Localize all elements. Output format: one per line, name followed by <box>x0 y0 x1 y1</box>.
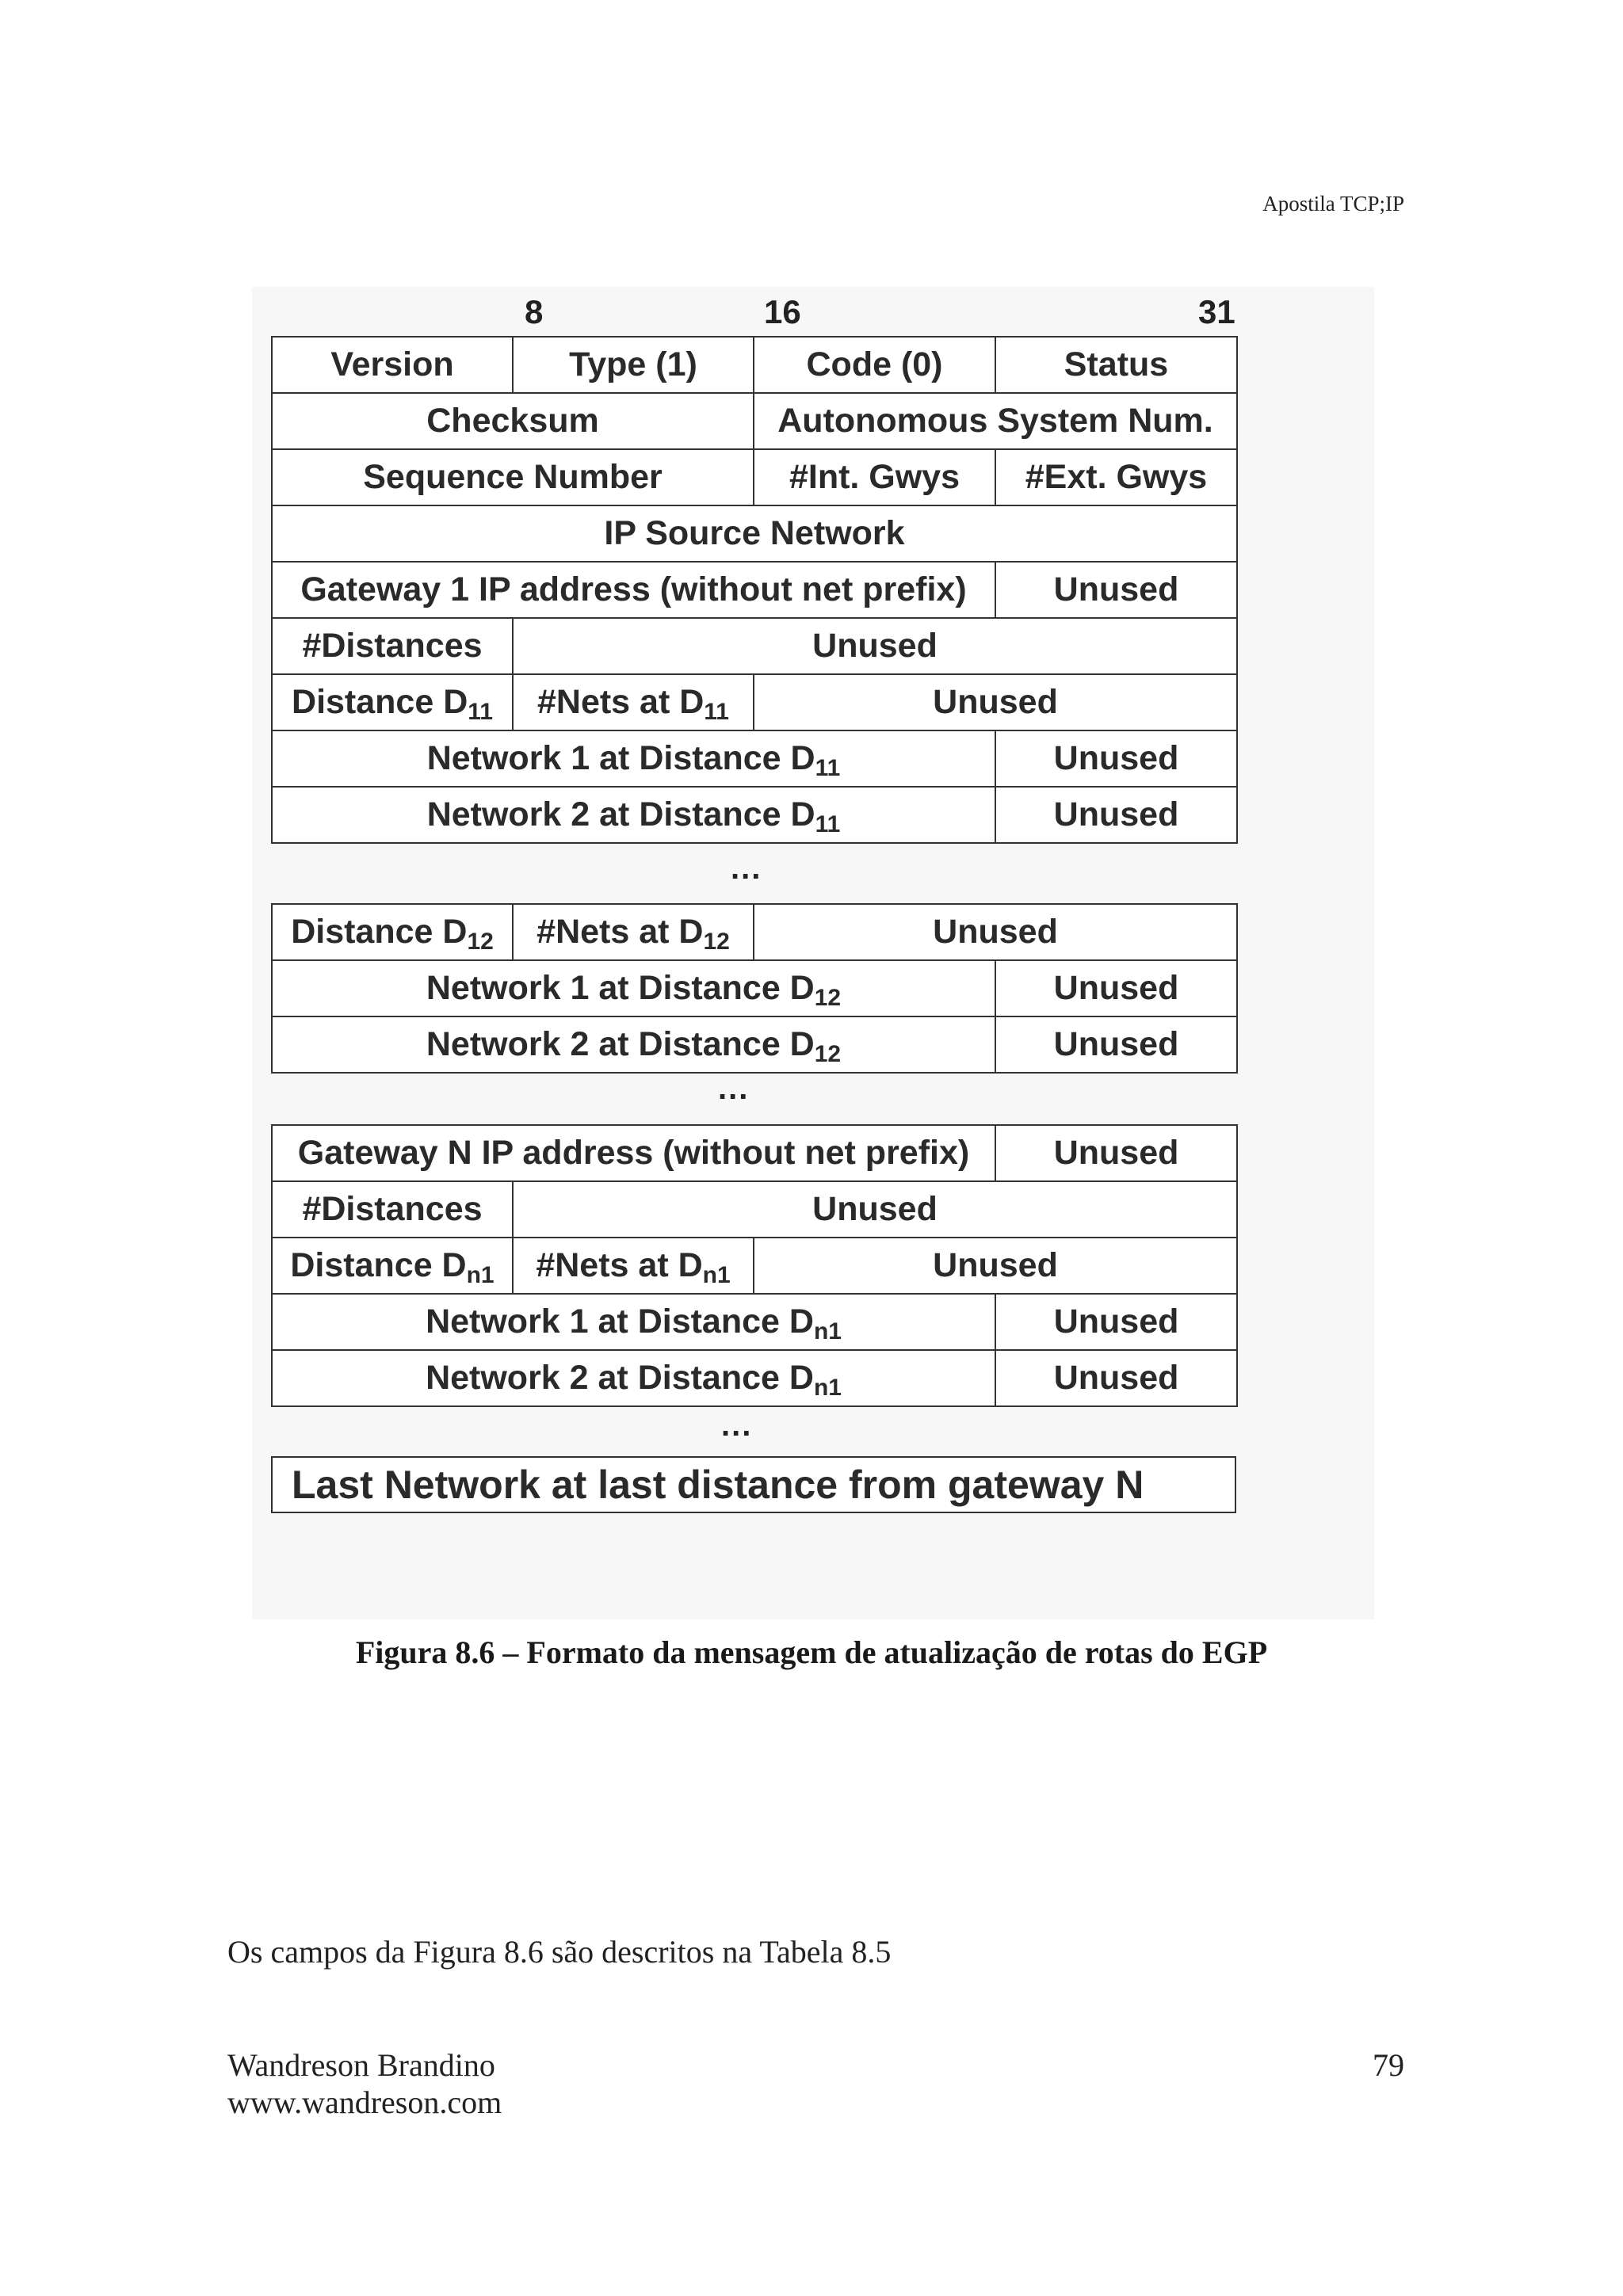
field-int-gwys: #Int. Gwys <box>754 449 995 505</box>
field-unused: Unused <box>754 1238 1237 1294</box>
gateway-n-segment <box>271 1124 1236 1407</box>
egp-format-table <box>271 903 1238 1074</box>
page-number: 79 <box>1373 2047 1404 2083</box>
field-ip-source-network: IP Source Network <box>272 505 1237 562</box>
field-network-2-d11: Network 2 at Distance $D_{11}$ <box>272 787 995 843</box>
table-row <box>272 1350 1237 1406</box>
field-last-network: Last Network at last distance from gateway N <box>272 1457 1235 1512</box>
field-unused: Unused <box>995 960 1237 1016</box>
field-checksum: Checksum <box>272 393 754 449</box>
table-row <box>272 904 1237 960</box>
field-network-1-d12: Network 1 at Distance $D_{12}$ <box>272 960 995 1016</box>
field-network-2-d12: Network 2 at Distance $D_{12}$ <box>272 1016 995 1073</box>
figure-caption: Figura 8.6 – Formato da mensagem de atualização de rotas do EGP <box>355 1634 1268 1670</box>
field-unused: Unused <box>995 787 1237 843</box>
ellipsis: ... <box>721 1408 753 1443</box>
distance-d12-segment <box>271 903 1236 1074</box>
table-row <box>272 1125 1237 1181</box>
last-network-segment <box>271 1456 1236 1513</box>
field-network-1-d11: Network 1 at Distance $D_{11}$ <box>272 730 995 787</box>
field-type: Type (1) <box>513 337 754 393</box>
table-row <box>272 787 1237 843</box>
field-unused: Unused <box>754 904 1237 960</box>
field-unused: Unused <box>995 1294 1237 1350</box>
field-nets-at-d12: #Nets at $D_{12}$ <box>513 904 754 960</box>
field-unused: Unused <box>995 1350 1237 1406</box>
ellipsis: ... <box>731 851 762 886</box>
table-row <box>272 1016 1237 1073</box>
body-paragraph: Os campos da Figura 8.6 são descritos na Tabela 8.5 <box>227 1934 892 1970</box>
field-unused: Unused <box>995 1016 1237 1073</box>
table-row <box>272 1181 1237 1238</box>
table-row <box>272 562 1237 618</box>
table-row <box>272 730 1237 787</box>
bit-label-8: 8 <box>525 293 544 330</box>
field-sequence-number: Sequence Number <box>272 449 754 505</box>
field-version: Version <box>272 337 513 393</box>
table-row <box>272 1457 1235 1512</box>
table-row <box>272 674 1237 730</box>
field-nets-at-d11: #Nets at $D_{11}$ <box>513 674 754 730</box>
table-row <box>272 449 1237 505</box>
field-distance-d12: Distance $D_{12}$ <box>272 904 513 960</box>
field-unused: Unused <box>995 730 1237 787</box>
table-row <box>272 960 1237 1016</box>
field-distances: #Distances <box>272 618 513 674</box>
ellipsis: ... <box>718 1071 750 1106</box>
egp-format-table <box>271 1456 1236 1513</box>
field-unused: Unused <box>754 674 1237 730</box>
table-row <box>272 618 1237 674</box>
field-distance-d11: Distance $D_{11}$ <box>272 674 513 730</box>
footer-author-block <box>227 2046 502 2121</box>
footer-website: www.wandreson.com <box>227 2084 502 2120</box>
field-as-num: Autonomous System Num. <box>754 393 1237 449</box>
bit-label-16: 16 <box>764 293 801 330</box>
field-unused: Unused <box>513 1181 1237 1238</box>
egp-format-table <box>271 336 1238 844</box>
field-network-1-dn1: Network 1 at Distance $D_{n1}$ <box>272 1294 995 1350</box>
table-row <box>272 393 1237 449</box>
field-distance-dn1: Distance $D_{n1}$ <box>272 1238 513 1294</box>
field-code: Code (0) <box>754 337 995 393</box>
bit-position-labels <box>0 293 1623 333</box>
field-network-2-dn1: Network 2 at Distance $D_{n1}$ <box>272 1350 995 1406</box>
field-distances: #Distances <box>272 1181 513 1238</box>
field-unused: Unused <box>513 618 1237 674</box>
running-header: Apostila TCP;IP <box>1262 192 1404 215</box>
field-gateway-n-ip: Gateway N IP address (without net prefix) <box>272 1125 995 1181</box>
field-ext-gwys: #Ext. Gwys <box>995 449 1237 505</box>
egp-header-segment <box>271 336 1236 844</box>
table-row <box>272 337 1237 393</box>
field-unused: Unused <box>995 1125 1237 1181</box>
egp-format-table <box>271 1124 1238 1407</box>
bit-label-31: 31 <box>1198 293 1235 330</box>
table-row <box>272 1238 1237 1294</box>
footer-author: Wandreson Brandino <box>227 2047 495 2083</box>
table-row <box>272 505 1237 562</box>
field-unused: Unused <box>995 562 1237 618</box>
field-status: Status <box>995 337 1237 393</box>
table-row <box>272 1294 1237 1350</box>
field-nets-at-dn1: #Nets at $D_{n1}$ <box>513 1238 754 1294</box>
field-gateway-1-ip: Gateway 1 IP address (without net prefix) <box>272 562 995 618</box>
